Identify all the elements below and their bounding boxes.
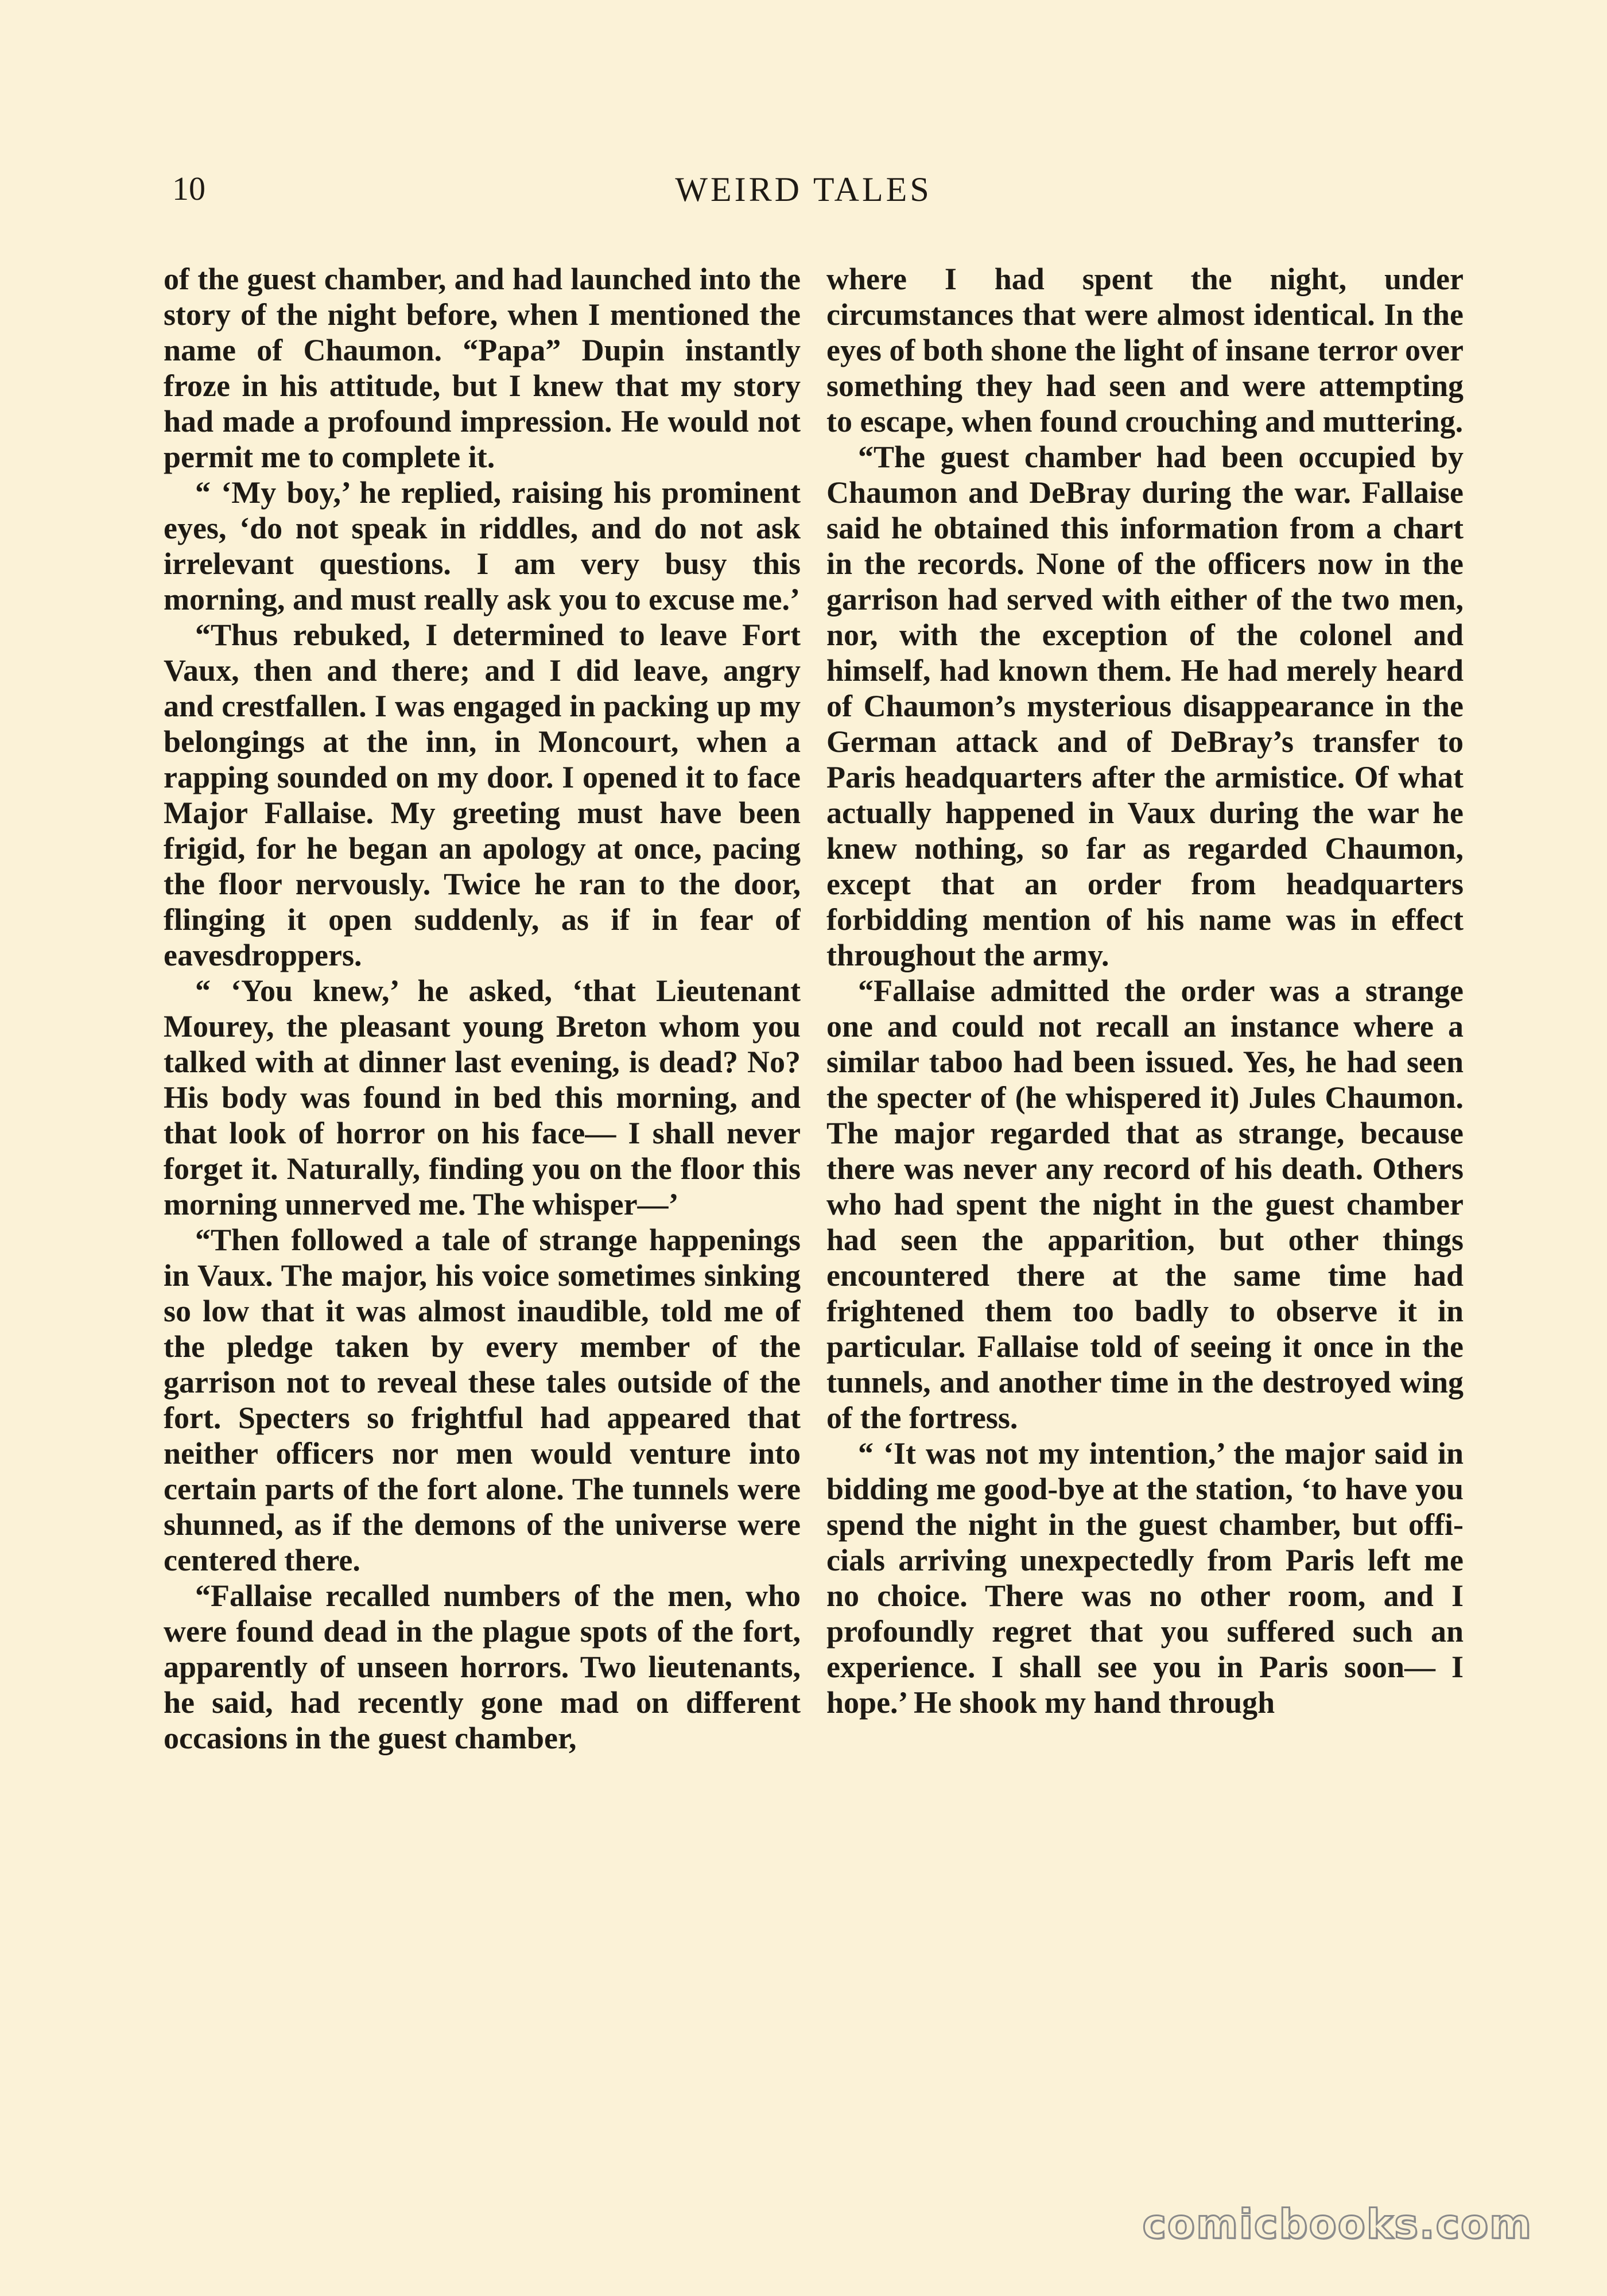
running-head: WEIRD TALES xyxy=(675,170,932,208)
right-column xyxy=(826,261,1464,2132)
paragraph: “The guest chamber had been occupied by Chaumon and DeBray during the war. Fallaise said he obtained this information from a chart in the records. None of the officers now in the garrison had served with either of the two men, nor, with the exception of the colonel and himself, had known them. He had merely heard of Chaumon’s mysterious disappearance in the German attack and of DeBray’s transfer to Paris headquarters after the armistice. Of what actually happened in Vaux during the war he knew nothing, so far as regarded Chaumon, except that an order from headquarters forbidding mention of his name was in effect throughout the army. xyxy=(826,440,1464,972)
paragraph: “ ‘My boy,’ he replied, raising his prominent eyes, ‘do not speak in riddles, and do not ask irrelevant questions. I am very busy this morning, and must really ask you to excuse me.’ xyxy=(164,475,801,616)
watermark-logo: comicbooks.com xyxy=(1142,2201,1532,2248)
paragraph: “ ‘It was not my intention,’ the major said in bidding me good-bye at the station, ‘to have you spend the night in the guest chamber, but officials arriving unexpectedly from Paris left me no choice. There was no other room, and I profoundly regret that you suffered such an experience. I shall see you in Paris soon— I hope.’ He shook my hand through xyxy=(826,1436,1464,1720)
paragraph: “Then followed a tale of strange happenings in Vaux. The major, his voice sometimes sinking so low that it was almost inaudible, told me of the pledge taken by every member of the garrison not to reveal these tales outside of the fort. Specters so frightful had appeared that neither officers nor men would venture into certain parts of the fort alone. The tunnels were shunned, as if the demons of the universe were centered there. xyxy=(164,1223,801,1577)
paragraph: where I had spent the night, under circumstances that were almost identical. In the eyes of both shone the light of insane terror over something they had seen and were attempting to escape, when found crouching and muttering. xyxy=(826,262,1464,439)
page-number: 10 xyxy=(172,170,205,207)
paragraph: “ ‘You knew,’ he asked, ‘that Lieutenant Mourey, the pleasant young Breton whom you talked with at dinner last evening, is dead? No? His body was found in bed this morning, and that look of horror on his face— I shall never forget it. Naturally, finding you on the floor this morning unnerved me. The whisper—’ xyxy=(164,974,801,1221)
paragraph: of the guest chamber, and had launched into the story of the night before, when I mentioned the name of Chaumon. “Papa” Dupin instantly froze in his attitude, but I knew that my story had made a profound impression. He would not permit me to complete it. xyxy=(164,262,801,474)
paragraph: “Fallaise recalled numbers of the men, who were found dead in the plague spots of the fort, apparently of unseen horrors. Two lieutenants, he said, had recently gone mad on different occasions in the guest chamber, xyxy=(164,1578,801,1755)
left-column xyxy=(164,261,801,2132)
paragraph: “Fallaise admitted the order was a strange one and could not recall an instance where a similar taboo had been issued. Yes, he had seen the specter of (he whispered it) Jules Chaumon. The major regarded that as strange, because there was never any record of his death. Others who had spent the night in the guest chamber had seen the apparition, but other things encountered there at the same time had frightened them too badly to observe it in particular. Fallaise told of seeing it once in the tunnels, and another time in the destroyed wing of the fortress. xyxy=(826,974,1464,1435)
paragraph: “Thus rebuked, I determined to leave Fort Vaux, then and there; and I did leave, angry and crestfallen. I was engaged in packing up my belongings at the inn, in Moncourt, when a rapping sounded on my door. I opened it to face Major Fallaise. My greeting must have been frigid, for he began an apology at once, pacing the floor nervously. Twice he ran to the door, flinging it open suddenly, as if in fear of eavesdroppers. xyxy=(164,618,801,972)
